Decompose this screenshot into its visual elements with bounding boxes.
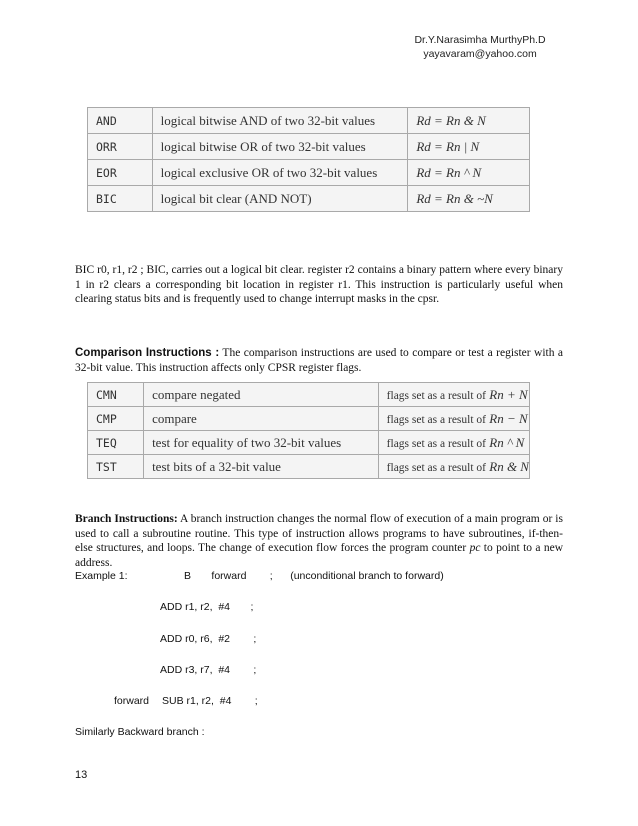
- description-cell: test bits of a 32-bit value: [144, 455, 379, 479]
- logic-instructions-table: [87, 107, 530, 212]
- branch-pc: pc: [469, 542, 481, 555]
- table-row: [88, 108, 530, 134]
- flags-expr: Rn − N: [489, 410, 528, 426]
- description-cell: compare negated: [144, 383, 379, 407]
- mnemonic-cell: TST: [88, 455, 144, 479]
- flags-cell: [378, 407, 529, 431]
- flags-text: flags set as a result of: [386, 461, 486, 474]
- author-email: yayavaram@yahoo.com: [423, 48, 537, 60]
- flags-cell: [378, 383, 529, 407]
- branch-heading: Branch Instructions:: [75, 513, 178, 525]
- table-row: [88, 407, 530, 431]
- description-cell: test for equality of two 32-bit values: [144, 431, 379, 455]
- formula-cell: Rd = Rn & ~N: [408, 186, 530, 212]
- forward-label: forward: [114, 695, 150, 707]
- bic-paragraph: BIC r0, r1, r2 ; BIC, carries out a logical bit clear. register r2 contains a binary pattern where every binary 1 in r2 clears a corresponding bit location in register r1. This instruction is particularly useful when clearing status bits and is frequently used to change interrupt masks in the cpsr.: [75, 264, 563, 306]
- description-cell: logical bitwise AND of two 32-bit values: [152, 108, 408, 134]
- comparison-paragraph: [75, 346, 563, 375]
- code-line: SUB r1, r2, #4 ;: [162, 695, 258, 707]
- mnemonic-cell: CMN: [88, 383, 144, 407]
- table-row: [88, 186, 530, 212]
- mnemonic-cell: EOR: [88, 160, 153, 186]
- flags-text: flags set as a result of: [386, 413, 486, 426]
- mnemonic-cell: BIC: [88, 186, 153, 212]
- code-line: ADD r3, r7, #4 ;: [160, 664, 257, 676]
- table-row: [88, 134, 530, 160]
- example-line-1: B forward ; (unconditional branch to forward): [184, 570, 444, 582]
- description-cell: logical bitwise OR of two 32-bit values: [152, 134, 408, 160]
- page-number: 13: [75, 769, 88, 781]
- flags-expr: Rn + N: [489, 386, 528, 402]
- flags-cell: [378, 431, 529, 455]
- flags-text: flags set as a result of: [386, 389, 486, 402]
- example-label: Example 1:: [75, 570, 128, 582]
- comparison-instructions-table: [87, 382, 530, 479]
- table-row: [88, 431, 530, 455]
- author-name: Dr.Y.Narasimha MurthyPh.D: [414, 34, 546, 46]
- formula-cell: Rd = Rn & N: [408, 108, 530, 134]
- comparison-heading: Comparison Instructions :: [75, 347, 220, 359]
- mnemonic-cell: AND: [88, 108, 153, 134]
- table-row: [88, 455, 530, 479]
- formula-cell: Rd = Rn ^ N: [408, 160, 530, 186]
- flags-text: flags set as a result of: [386, 437, 486, 450]
- table-row: [88, 383, 530, 407]
- mnemonic-cell: ORR: [88, 134, 153, 160]
- flags-expr: Rn & N: [489, 458, 529, 474]
- description-cell: logical bit clear (AND NOT): [152, 186, 408, 212]
- code-line: ADD r0, r6, #2 ;: [160, 633, 257, 645]
- flags-expr: Rn ^ N: [489, 434, 525, 450]
- formula-cell: Rd = Rn | N: [408, 134, 530, 160]
- branch-text-2: to point to a new address.: [75, 542, 563, 569]
- comparison-text: The comparison instructions are used to compare or test a register with a 32-bit value. This instruction affects only CPSR register flags.: [75, 347, 564, 374]
- mnemonic-cell: TEQ: [88, 431, 144, 455]
- description-cell: compare: [144, 407, 379, 431]
- page-header: [360, 33, 600, 61]
- mnemonic-cell: CMP: [88, 407, 144, 431]
- table-row: [88, 160, 530, 186]
- branch-text-1: A branch instruction changes the normal flow of execution of a main program or is used to call a subroutine routine. This type of instruction allows programs to have subroutines, if-then-else structures, and loops. The change of execution flow forces the program counter: [75, 513, 563, 555]
- branch-paragraph: [75, 512, 563, 570]
- similarly-backward-text: Similarly Backward branch :: [75, 726, 205, 738]
- code-line: ADD r1, r2, #4 ;: [160, 601, 254, 613]
- flags-cell: [378, 455, 529, 479]
- description-cell: logical exclusive OR of two 32-bit values: [152, 160, 408, 186]
